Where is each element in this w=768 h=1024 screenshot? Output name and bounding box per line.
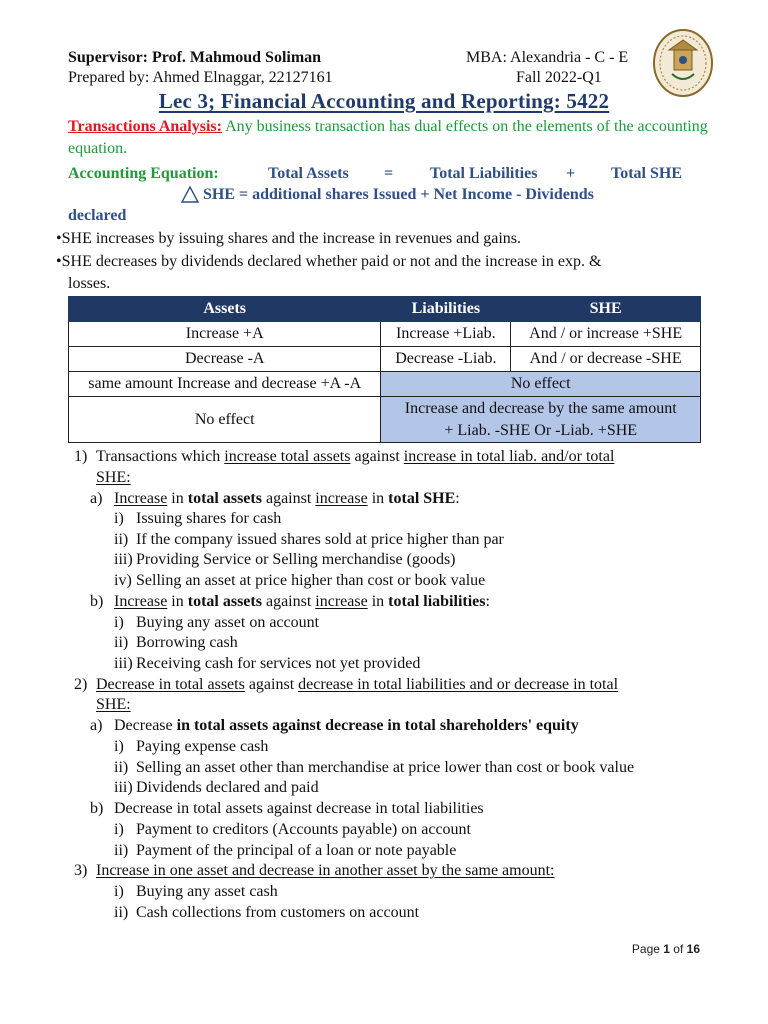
delta-she-line-continued: declared	[68, 207, 127, 224]
term-line: Fall 2022-Q1	[516, 69, 602, 86]
plus-sign: +	[566, 165, 576, 182]
list-item-1a-text: Increase in total assets against increase in total SHE:	[114, 490, 460, 507]
table-row	[69, 347, 701, 372]
list-item: ii) Selling an asset other than merchandise at price lower than cost or book value	[114, 759, 635, 776]
transactions-analysis-label: Transactions Analysis:	[68, 118, 222, 135]
list-item: ii) If the company issued shares sold at price higher than par	[114, 531, 504, 548]
list-item: iii) Receiving cash for services not yet provided	[114, 655, 421, 672]
transactions-analysis-text: Any business transaction has dual effects on the elements of the accounting equation.	[68, 118, 708, 157]
table-header-row	[69, 297, 701, 322]
list-item-1-number: 1)	[74, 448, 88, 465]
table-cell: And / or increase +SHE	[511, 322, 701, 347]
table-cell-same-amount: Increase and decrease by the same amount + Liab. -SHE Or -Liab. +SHE	[381, 397, 701, 443]
table-cell-no-effect: No effect	[381, 372, 701, 397]
list-item-2b-number: b)	[90, 800, 104, 817]
list-item-2-number: 2)	[74, 676, 88, 693]
list-item-3-number: 3)	[74, 862, 88, 879]
lecture-title: Lec 3; Financial Accounting and Reporting: 5422	[158, 89, 610, 113]
transactions-analysis-paragraph	[68, 116, 728, 160]
equation-effects-table	[68, 296, 701, 443]
table-cell: And / or decrease -SHE	[511, 347, 701, 372]
table-cell: Increase +A	[69, 322, 381, 347]
delta-triangle-icon	[180, 185, 200, 205]
list-item-1-text: Transactions which increase total assets against increase in total liab. and/or total	[96, 448, 615, 465]
list-item: i) Buying any asset on account	[114, 614, 320, 631]
list-item: iii) Providing Service or Selling merchandise (goods)	[114, 551, 456, 568]
bullet-she-decreases: •SHE decreases by dividends declared whether paid or not and the increase in exp. &	[56, 253, 602, 270]
list-item: iii) Dividends declared and paid	[114, 779, 319, 796]
page-number-footer: Page 1 of 16	[631, 942, 700, 956]
table-cell: Decrease -A	[69, 347, 381, 372]
delta-she-line: SHE = additional shares Issued + Net Income - Dividends	[203, 186, 594, 203]
list-item-2a-number: a)	[90, 717, 103, 734]
list-item-2-text-continued: SHE:	[96, 696, 131, 713]
list-item-2-text: Decrease in total assets against decrease in total liabilities and or decrease in total	[96, 676, 619, 693]
table-header-liabilities: Liabilities	[381, 297, 511, 322]
list-item-1b-number: b)	[90, 593, 104, 610]
total-liabilities-term: Total Liabilities	[430, 165, 538, 182]
list-item-2a-text: Decrease in total assets against decrease in total shareholders' equity	[114, 717, 579, 734]
list-item-1b-text: Increase in total assets against increase in total liabilities:	[114, 593, 490, 610]
equals-sign: =	[384, 165, 394, 182]
list-item: i) Buying any asset cash	[114, 883, 278, 900]
list-item: ii) Cash collections from customers on account	[114, 904, 420, 921]
table-cell: No effect	[69, 397, 381, 443]
list-item: ii) Payment of the principal of a loan or note payable	[114, 842, 457, 859]
accounting-equation-label: Accounting Equation:	[68, 165, 219, 182]
table-cell: Increase +Liab.	[381, 322, 511, 347]
table-header-she: SHE	[511, 297, 701, 322]
table-cell: Decrease -Liab.	[381, 347, 511, 372]
list-item: i) Payment to creditors (Accounts payable) on account	[114, 821, 471, 838]
table-header-assets: Assets	[69, 297, 381, 322]
prepared-by-line: Prepared by: Ahmed Elnaggar, 22127161	[68, 69, 333, 86]
table-row	[69, 397, 701, 443]
list-item-1a-number: a)	[90, 490, 103, 507]
list-item: i) Issuing shares for cash	[114, 510, 282, 527]
list-item-2b-text: Decrease in total assets against decrease in total liabilities	[114, 800, 484, 817]
table-row	[69, 322, 701, 347]
total-she-term: Total SHE	[611, 165, 682, 182]
table-row	[69, 372, 701, 397]
list-item: ii) Borrowing cash	[114, 634, 238, 651]
bullet-she-decreases-continued: losses.	[68, 275, 111, 292]
list-item-3-text: Increase in one asset and decrease in another asset by the same amount:	[96, 862, 555, 879]
list-item: iv) Selling an asset at price higher than cost or book value	[114, 572, 486, 589]
list-item-1-text-continued: SHE:	[96, 469, 131, 486]
program-line: MBA: Alexandria - C - E	[466, 49, 629, 66]
list-item: i) Paying expense cash	[114, 738, 269, 755]
bullet-she-increases: •SHE increases by issuing shares and the increase in revenues and gains.	[56, 230, 522, 247]
supervisor-line: Supervisor: Prof. Mahmoud Soliman	[68, 49, 322, 66]
table-cell: same amount Increase and decrease +A -A	[69, 372, 381, 397]
total-assets-term: Total Assets	[268, 165, 349, 182]
